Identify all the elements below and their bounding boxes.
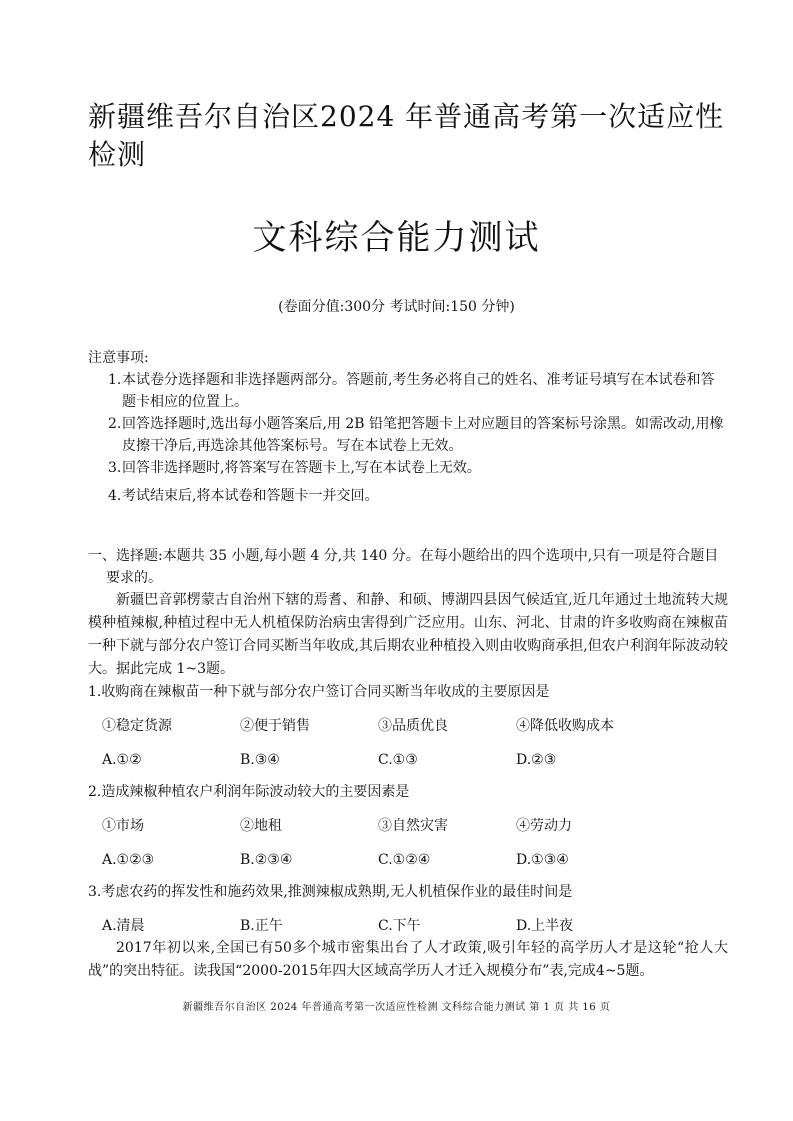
choice: B.③④ — [240, 752, 280, 768]
note-number: 3. — [108, 460, 122, 476]
notes-heading: 注意事项: — [88, 350, 149, 366]
note-item — [88, 369, 728, 413]
item: ①稳定货源 — [102, 718, 172, 734]
item: ②便于销售 — [240, 718, 310, 734]
passage-talent: 2017年初以来,全国已有50多个城市密集出台了人才政策,吸引年轻的高学历人才是这轮“抢人大战”的突出特征。读我国“2000-2015年四大区域高学历人才迁入规模分布”表,完成4~5题。 — [88, 940, 728, 979]
passage-pepper: 新疆巴音郭楞蒙古自治州下辖的焉耆、和静、和硕、博湖四县因气候适宜,近几年通过土地流转大规模种植辣椒,种植过程中无人机植保防治病虫害得到广泛应用。山东、河北、甘肃的许多收购商在辣椒苗一种下就与部分农户签订合同买断当年收成,其后期农业种植投入则由收购商承担,但农户利润年际波动较大。据此完成 1~3题。 — [88, 592, 728, 677]
note-number: 4. — [108, 488, 122, 504]
item: ③自然灾害 — [378, 818, 448, 834]
choice: D.②③ — [516, 752, 557, 768]
choice: C.①③ — [378, 752, 418, 768]
choice: B.正午 — [240, 918, 283, 934]
choice: D.上半夜 — [516, 918, 574, 934]
choice: A.①② — [102, 752, 142, 768]
question-1-items — [88, 715, 728, 737]
note-text: 本试卷分选择题和非选择题两部分。答题前,考生务必将自己的姓名、准考证号填写在本试卷和答题卡相应的位置上。 — [122, 372, 715, 410]
subject-title: 文科综合能力测试 — [252, 218, 541, 258]
notes-block — [88, 347, 728, 507]
note-item — [88, 457, 728, 479]
question-3: 3.考虑农药的挥发性和施药效果,推测辣椒成熟期,无人机植保作业的最佳时间是 — [88, 884, 573, 900]
choice: A.清晨 — [102, 918, 145, 934]
question-1-choices — [88, 749, 728, 771]
choice: D.①③④ — [516, 852, 569, 868]
question-1: 1.收购商在辣椒苗一种下就与部分农户签订合同买断当年收成的主要原因是 — [88, 684, 550, 700]
item: ④劳动力 — [516, 818, 572, 834]
page-footer: 新疆维吾尔自治区 2024 年普通高考第一次适应性检测 文科综合能力测试 第 1 页 共 16 页 — [182, 1002, 611, 1013]
choice: C.下午 — [378, 918, 421, 934]
question-2-choices — [88, 849, 728, 871]
exam-title: 新疆维吾尔自治区2024 年普通高考第一次适应性检测 — [88, 100, 725, 171]
note-item — [88, 413, 728, 457]
choice: C.①②④ — [378, 852, 431, 868]
choice: B.②③④ — [240, 852, 293, 868]
section-heading: 一、选择题:本题共 35 小题,每小题 4 分,共 140 分。在每小题给出的四个选项中,只有一项是符合题目要求的。 — [88, 548, 719, 586]
note-text: 考试结束后,将本试卷和答题卡一并交回。 — [122, 488, 379, 504]
item: ①市场 — [102, 818, 144, 834]
note-item — [88, 485, 728, 507]
note-text: 回答选择题时,选出每小题答案后,用 2B 铅笔把答题卡上对应题目的答案标号涂黑。如需改动,用橡皮擦干净后,再选涂其他答案标号。写在本试卷上无效。 — [122, 416, 724, 454]
item: ②地租 — [240, 818, 282, 834]
question-2: 2.造成辣椒种植农户利润年际波动较大的主要因素是 — [88, 784, 410, 800]
question-3-choices — [88, 915, 728, 937]
question-2-items — [88, 815, 728, 837]
exam-info: (卷面分值:300分 考试时间:150 分钟) — [278, 299, 515, 315]
note-text: 回答非选择题时,将答案写在答题卡上,写在本试卷上无效。 — [122, 460, 481, 476]
item: ③品质优良 — [378, 718, 448, 734]
note-number: 2. — [108, 416, 122, 432]
note-number: 1. — [108, 372, 122, 388]
item: ④降低收购成本 — [516, 718, 614, 734]
choice: A.①②③ — [102, 852, 155, 868]
section-choice — [88, 545, 728, 983]
